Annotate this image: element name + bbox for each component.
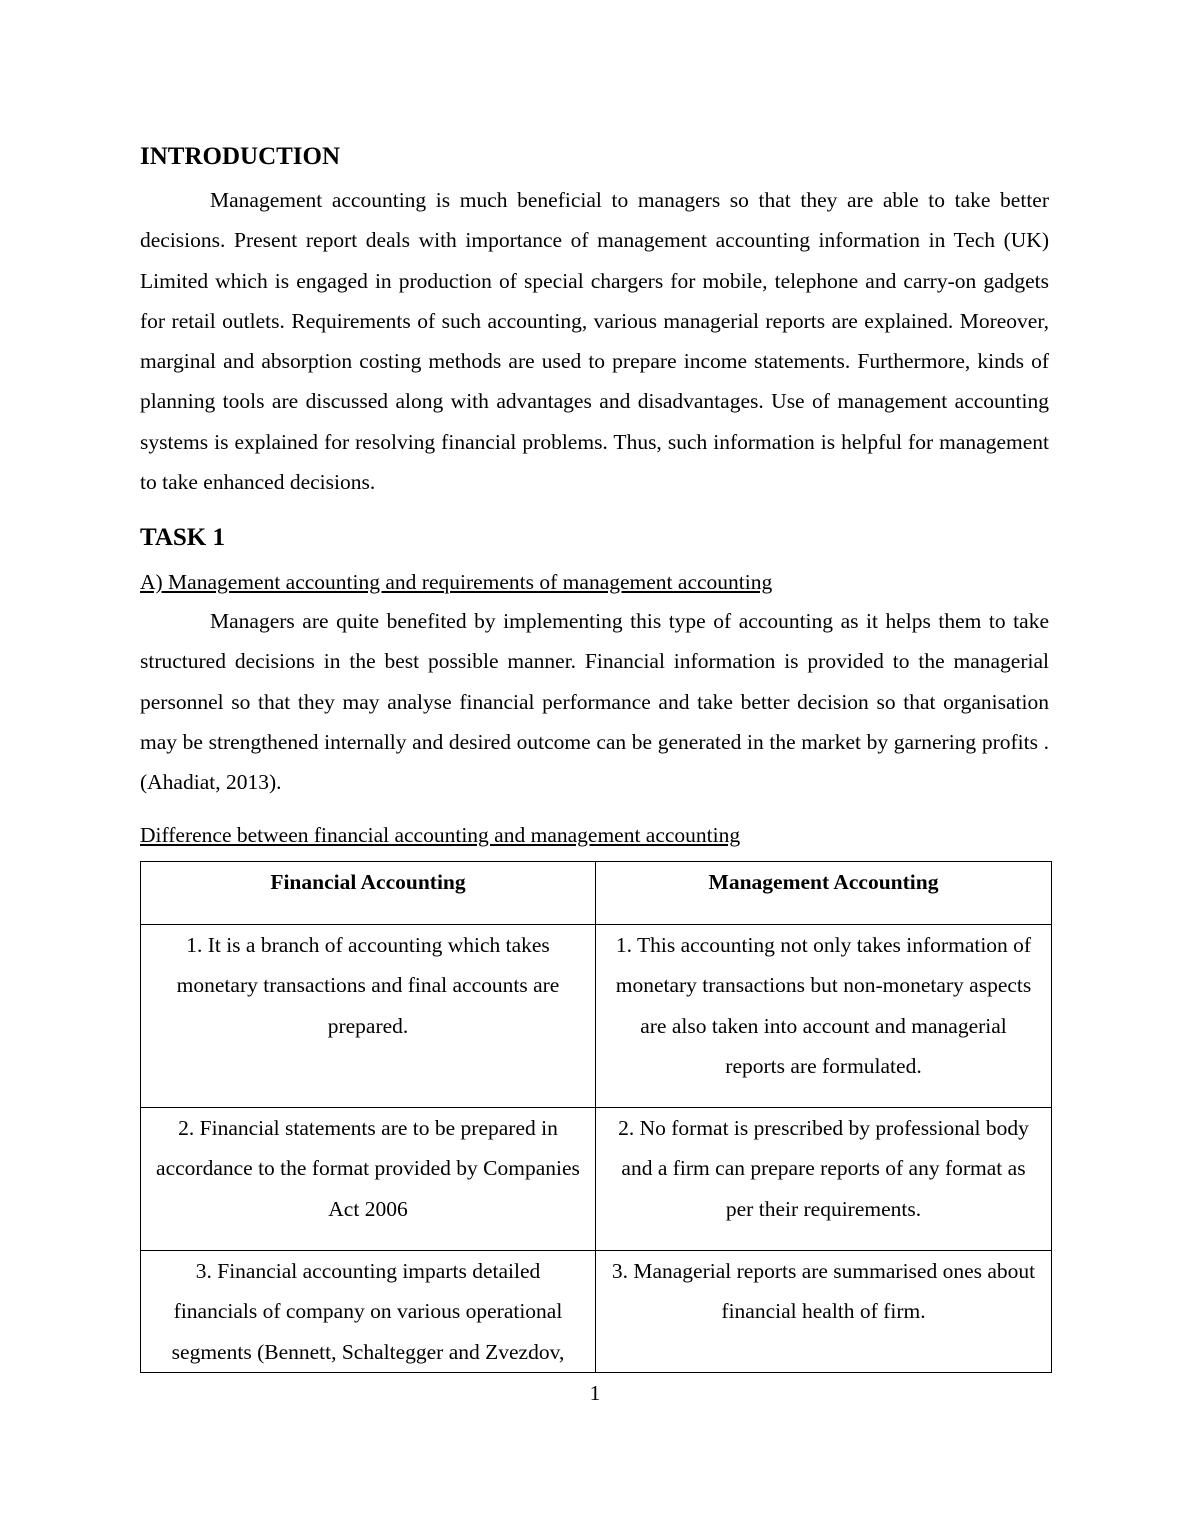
difference-heading: Difference between financial accounting and management accounting bbox=[140, 823, 741, 847]
cell-text: 1. This accounting not only takes information of monetary transactions but non-monetary aspects are also taken into account and managerial reports are formulated. bbox=[615, 933, 1032, 1078]
table-cell bbox=[596, 1251, 1052, 1373]
task1-paragraph: Managers are quite benefited by implementing this type of accounting as it helps them to take structured decisions in the best possible manner. Financial information is provided to the managerial personnel so that they may analyse financial performance and take better decision so that organisation may be strengthened internally and desired outcome can be generated in the market by garnering profits .(Ahadiat, 2013). bbox=[140, 609, 1049, 795]
cell-text: 2. No format is prescribed by professional body and a firm can prepare reports of any format as per their requirements. bbox=[618, 1116, 1029, 1221]
table-cell bbox=[596, 1108, 1052, 1251]
table-cell bbox=[141, 1251, 596, 1373]
table-row bbox=[141, 1108, 1052, 1251]
cell-text: 3. Financial accounting imparts detailed financials of company on various operational segments (Bennett, Schaltegger and Zvezdov, bbox=[171, 1259, 565, 1364]
task1-subheading: A) Management accounting and requirements of management accounting bbox=[140, 570, 773, 594]
header-management-accounting: Management Accounting bbox=[596, 862, 1052, 925]
table-header-row bbox=[141, 862, 1052, 925]
cell-text: 1. It is a branch of accounting which takes monetary transactions and final accounts are prepared. bbox=[176, 933, 560, 1038]
table-cell bbox=[141, 925, 596, 1108]
cell-text: 2. Financial statements are to be prepared in accordance to the format provided by Companies Act 2006 bbox=[156, 1116, 580, 1221]
page-number: 1 bbox=[589, 1381, 601, 1405]
table-cell bbox=[141, 1108, 596, 1251]
introduction-paragraph: Management accounting is much beneficial to managers so that they are able to take better decisions. Present report deals with importance of management accounting information in Tech (UK) Limited which is engaged in production of special chargers for mobile, telephone and carry-on gadgets for retail outlets. Requirements of such accounting, various managerial reports are explained. Moreover, marginal and absorption costing methods are used to prepare income statements. Furthermore, kinds of planning tools are discussed along with advantages and disadvantages. Use of management accounting systems is explained for resolving financial problems. Thus, such information is helpful for management to take enhanced decisions. bbox=[140, 188, 1049, 495]
comparison-table bbox=[140, 861, 1052, 1373]
introduction-heading: INTRODUCTION bbox=[140, 143, 341, 170]
table-row bbox=[141, 1251, 1052, 1373]
table-cell bbox=[596, 925, 1052, 1108]
task1-heading: TASK 1 bbox=[140, 524, 225, 551]
header-financial-accounting: Financial Accounting bbox=[141, 862, 596, 925]
table-row bbox=[141, 925, 1052, 1108]
cell-text: 3. Managerial reports are summarised ones about financial health of firm. bbox=[611, 1259, 1036, 1324]
